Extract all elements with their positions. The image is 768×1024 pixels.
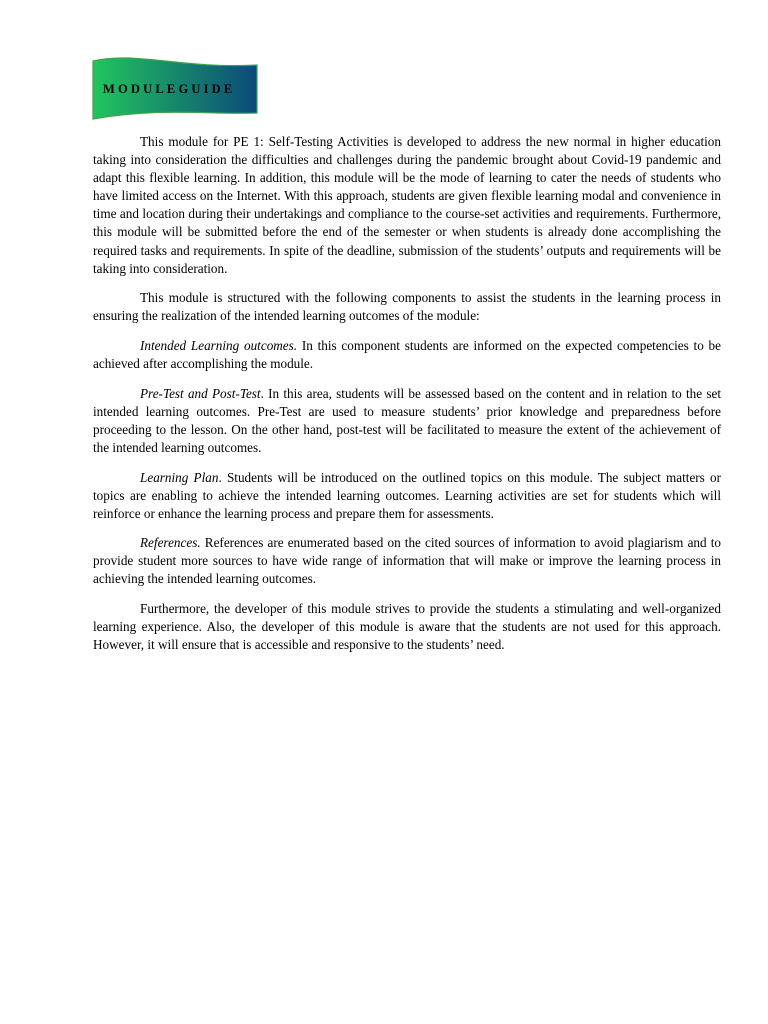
paragraph-references (93, 534, 721, 588)
module-guide-body (93, 133, 721, 666)
paragraph-text: References are enumerated based on the cited sources of information to avoid plagiarism and to provide student more sources to have wide range of information that will make or improve the learning process in achieving the intended learning outcomes. (93, 535, 721, 587)
paragraph-structure (93, 289, 721, 325)
paragraph-text: In this component students are informed on the expected competencies to be achieved after accomplishing the module. (93, 337, 721, 372)
component-term: Pre-Test and Post-Test (140, 385, 261, 401)
paragraph-learning-plan (93, 469, 721, 523)
paragraph-text: . In this area, students will be assessed based on the content and in relation to the set intended learning outcomes. Pre-Test are used to measure students’ prior knowledge and preparedness before proceeding to the lesson. On the other hand, post-test will be facilitated to measure the extent of the achievement of the intended learning outcomes. (93, 385, 721, 455)
paragraph-text: This module is structured with the following components to assist the students in the learning process in ensuring the realization of the intended learning outcomes of the module: (93, 290, 721, 324)
component-term: References. (140, 535, 201, 551)
banner-title: MODULEGUIDE (103, 82, 236, 96)
paragraph-text: Furthermore, the developer of this module strives to provide the students a stimulating and well-organized learning experience. Also, the developer of this module is aware that the students are not used for this approach. However, it will ensure that is accessible and responsive to the students’ need. (93, 601, 721, 653)
paragraph-intended-learning-outcomes (93, 337, 721, 373)
component-term: Intended Learning outcomes. (140, 337, 298, 353)
paragraph-text: . Students will be introduced on the outlined topics on this module. The subject matters or topics are enabling to achieve the intended learning outcomes. Learning activities are set for students which will reinforce or enhance the learning process and prepare them for assessments. (93, 469, 721, 521)
paragraph-text: This module for PE 1: Self-Testing Activities is developed to address the new normal in higher education taking into consideration the difficulties and challenges during the pandemic brought about Covid-19 pandemic and adapt this flexible learning. In addition, this module will be the mode of learning to cater the needs of students who have limited access on the Internet. With this approach, students are given flexible learning modal and convenience in time and location during their undertakings and compliance to the course-set activities and requirements. Furthermore, this module will be submitted before the end of the semester or when students is already done accomplishing the required tasks and requirements. In spite of the deadline, submission of the students’ outputs and requirements will be taking into consideration. (93, 134, 721, 276)
module-guide-banner (91, 57, 259, 121)
paragraph-intro (93, 133, 721, 278)
paragraph-closing (93, 600, 721, 654)
component-term: Learning Plan (140, 469, 219, 485)
paragraph-pre-post-test (93, 385, 721, 457)
